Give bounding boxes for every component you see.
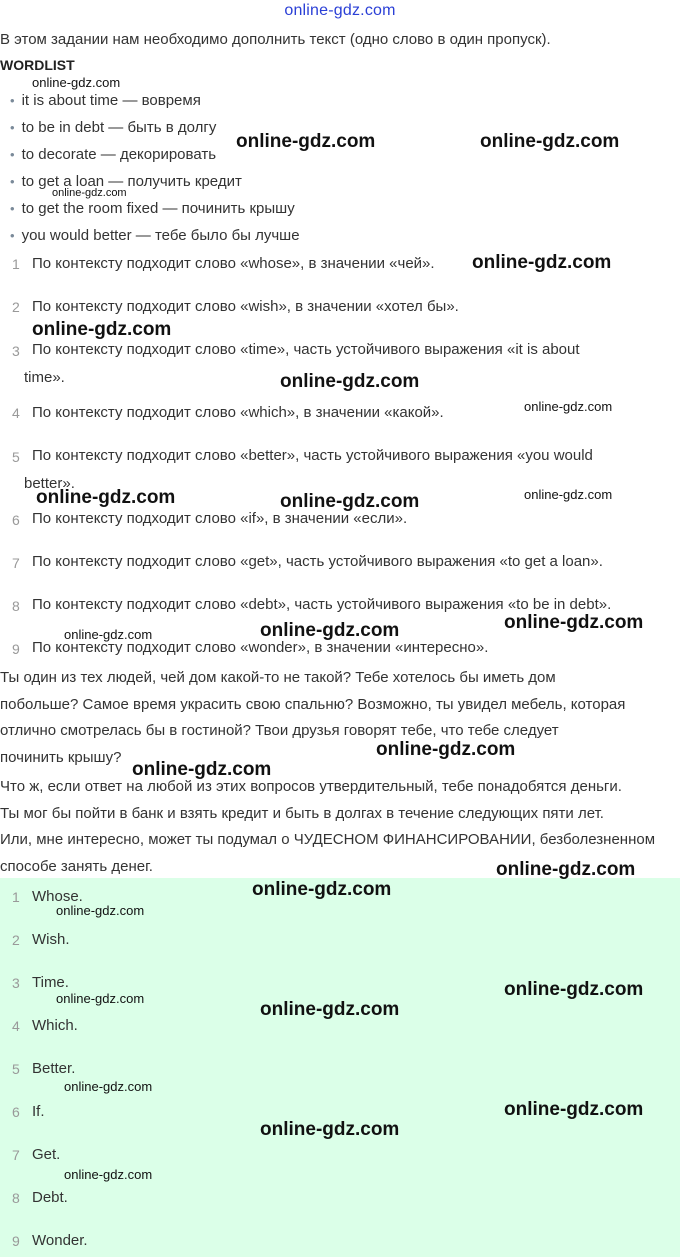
watermark: online-gdz.com (64, 1079, 153, 1094)
explanation-5-line1: По контексту подходит слово «better», часть устойчивого выражения «you would (32, 447, 593, 464)
explanation-1: По контексту подходит слово «whose», в значении «чей». (32, 255, 435, 272)
answer-number: 8 (12, 1190, 20, 1206)
answer-number: 7 (12, 1147, 20, 1163)
explanation-6: По контексту подходит слово «if», в значении «если». (32, 510, 408, 527)
explanation-2: По контексту подходит слово «wish», в значении «хотел бы». (32, 298, 459, 315)
bullet-icon: • (10, 201, 15, 216)
answer-5: Better. (32, 1060, 76, 1077)
bullet-icon: • (10, 93, 15, 108)
watermark: online-gdz.com (252, 879, 392, 900)
watermark: online-gdz.com (504, 612, 644, 633)
answer-8: Debt. (32, 1189, 68, 1206)
explanation-9: По контексту подходит слово «wonder», в значении «интересно». (32, 639, 489, 656)
wordlist-title: WORDLIST (0, 57, 75, 73)
list-item: • to get a loan — получить кредит (10, 173, 242, 190)
item-number: 7 (12, 555, 20, 571)
watermark: online-gdz.com (64, 627, 153, 642)
watermark: online-gdz.com (32, 75, 121, 90)
explanation-3-line1: По контексту подходит слово «time», часть устойчивого выражения «it is about (32, 341, 580, 358)
item-number: 4 (12, 405, 20, 421)
answer-4: Which. (32, 1017, 78, 1034)
answer-number: 4 (12, 1018, 20, 1034)
watermark: online-gdz.com (480, 131, 620, 152)
explanation-5-line2: better». (24, 475, 75, 492)
watermark: online-gdz.com (52, 187, 127, 199)
watermark: online-gdz.com (496, 859, 636, 880)
bullet-icon: • (10, 120, 15, 135)
watermark: online-gdz.com (132, 759, 272, 780)
watermark: online-gdz.com (504, 1099, 644, 1120)
item-number: 8 (12, 598, 20, 614)
watermark: online-gdz.com (260, 1119, 400, 1140)
passage-paragraph-1: Ты один из тех людей, чей дом какой-то не такой? Тебе хотелось бы иметь дом побольше? Самое время украсить свою спальню? Возможно, ты увидел мебель, которая отлично смотрелась бы в гостиной? Твои друзья говорят тебе, что тебе следует починить крышу? (0, 669, 626, 766)
watermark: online-gdz.com (56, 991, 145, 1006)
explanation-4: По контексту подходит слово «which», в значении «какой». (32, 404, 444, 421)
answer-9: Wonder. (32, 1232, 88, 1249)
answer-7: Get. (32, 1146, 61, 1163)
item-number: 9 (12, 641, 20, 657)
explanation-7: По контексту подходит слово «get», часть устойчивого выражения «to get a loan». (32, 553, 603, 570)
list-item: • to be in debt — быть в долгу (10, 119, 217, 136)
item-number: 1 (12, 256, 20, 272)
item-number: 5 (12, 449, 20, 465)
answer-number: 3 (12, 975, 20, 991)
answer-3: Time. (32, 974, 69, 991)
watermark: online-gdz.com (36, 487, 176, 508)
watermark: online-gdz.com (472, 252, 612, 273)
passage-paragraph-2: Что ж, если ответ на любой из этих вопросов утвердительный, тебе понадобятся деньги. Ты мог бы пойти в банк и взять кредит и быть в долгах в течение следующих пяти лет. Или, мне интересно, может ты подумал о ЧУДЕСНОМ ФИНАНСИРОВАНИИ, безболезненном способе занять денег. (0, 778, 656, 875)
bullet-icon: • (10, 174, 15, 189)
explanation-3-line2: time». (24, 369, 65, 386)
answer-number: 1 (12, 889, 20, 905)
list-item: • to decorate — декорировать (10, 146, 217, 163)
task-intro: В этом задании нам необходимо дополнить текст (одно слово в один пропуск). (0, 31, 551, 48)
watermark: online-gdz.com (524, 487, 613, 502)
bullet-icon: • (10, 228, 15, 243)
watermark: online-gdz.com (280, 371, 420, 392)
answer-number: 6 (12, 1104, 20, 1120)
list-item: • you would better — тебе было бы лучше (10, 227, 300, 244)
item-number: 3 (12, 343, 20, 359)
watermark: online-gdz.com (504, 979, 644, 1000)
answer-number: 9 (12, 1233, 20, 1249)
list-item: • it is about time — вовремя (10, 92, 201, 109)
watermark: online-gdz.com (32, 319, 172, 340)
item-number: 2 (12, 299, 20, 315)
bullet-icon: • (10, 147, 15, 162)
watermark: online-gdz.com (64, 1167, 153, 1182)
answer-number: 5 (12, 1061, 20, 1077)
answer-2: Wish. (32, 931, 70, 948)
watermark: online-gdz.com (260, 999, 400, 1020)
answers-panel (0, 878, 680, 1257)
watermark: online-gdz.com (56, 903, 145, 918)
explanation-8: По контексту подходит слово «debt», часть устойчивого выражения «to be in debt». (32, 596, 612, 613)
watermark: online-gdz.com (376, 739, 516, 760)
answer-1: Whose. (32, 888, 83, 905)
watermark: online-gdz.com (260, 620, 400, 641)
watermark: online-gdz.com (524, 399, 613, 414)
item-number: 6 (12, 512, 20, 528)
watermark: online-gdz.com (236, 131, 376, 152)
answer-number: 2 (12, 932, 20, 948)
site-header-logo[interactable]: online-gdz.com (284, 2, 396, 19)
watermark: online-gdz.com (280, 491, 420, 512)
list-item: • to get the room fixed — починить крышу (10, 200, 295, 217)
answer-6: If. (32, 1103, 45, 1120)
wordlist (10, 91, 300, 253)
